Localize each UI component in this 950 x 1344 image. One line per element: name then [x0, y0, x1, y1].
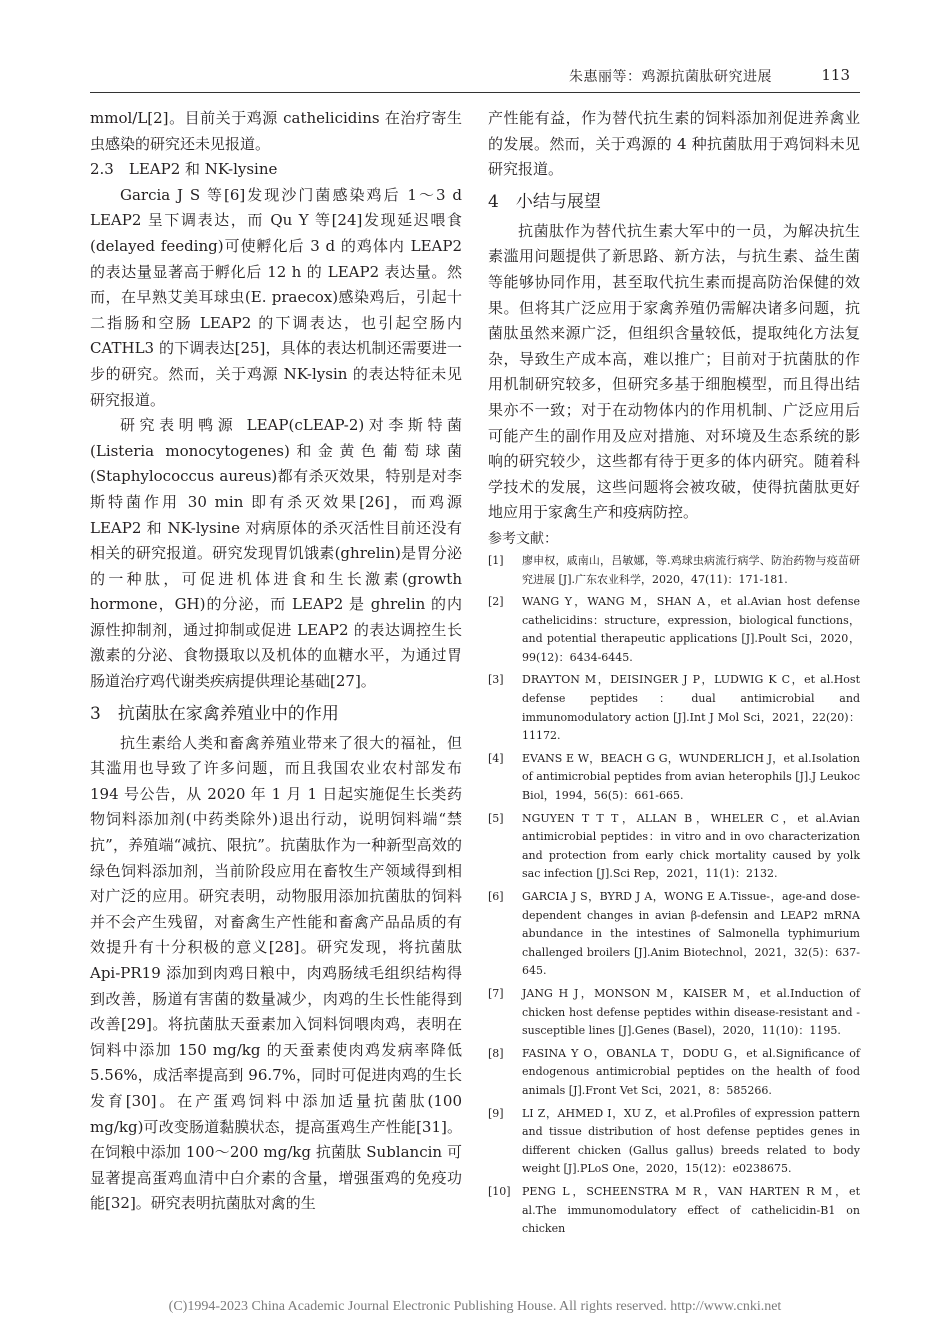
- reference-number: [6]: [488, 890, 504, 903]
- references-title: 参考文献：: [488, 530, 558, 547]
- reference-item: [488, 1105, 860, 1179]
- reference-number: [8]: [488, 1046, 504, 1060]
- reference-text: EVANS E W，BEACH G G，WUNDERLICH J，et al.Isolation of antimicrobial peptides from avian heterophils [J].J Leukoc Biol，1994，56(5)：661-665.: [522, 751, 860, 803]
- reference-number: [10]: [488, 1184, 511, 1198]
- paragraph-summary: 抗菌肽作为替代抗生素大军中的一员，为解决抗生素滥用问题提供了新思路、新方法，与抗生素、益生菌等能够协同作用，甚至取代抗生素而提高防治保健的效果。但将其广泛应用于家禽养殖仍需解决诸多问题，抗菌肽虽然来源广泛，但组织含量较低，提取纯化方法复杂，导致生产成本高，难以推广；目前对于抗菌肽的作用机制研究较多，但研究多基于细胞模型，而且得出结果亦不一致；对于在动物体内的作用机制、广泛应用后可能产生的副作用及应对措施、对环境及生态系统的影响的研究较少，这些都有待于更多的体内研究。随着科学技术的发展，这些问题将会被攻破，使得抗菌肽更好地应用于家禽生产和疫病防控。: [488, 221, 860, 522]
- reference-text: GARCIA J S，BYRD J A，WONG E A.Tissue-，age-and dose-dependent changes in avian β-defensin and LEAP2 mRNA abundance in the intestines of Salmonella typhimurium challenged broilers [J].Anim Biotechnol，2021，32(5)：637-645.: [522, 890, 860, 978]
- section-heading-4: 4 小结与展望: [488, 191, 601, 212]
- reference-item: [488, 1045, 860, 1101]
- subsection-heading-2-3: 2.3 LEAP2 和 NK-lysine: [90, 160, 278, 179]
- reference-item: [488, 552, 860, 589]
- paragraph-leap2-expression: Garcia J S 等[6]发现沙门菌感染鸡后 1～3 d LEAP2 呈下调表达，而 Qu Y 等[24]发现延迟喂食(delayed feeding)可使孵化后 3 d 的鸡体内 LEAP2 的表达量显著高于孵化后 12 h 的 LEAP2 表达量。然而，在早熟艾美耳球虫(E. praecox)感染鸡后，引起十二指肠和空肠 LEAP2 的下调表达，也引起空肠内 CATHL3 的下调表达[25]，具体的表达机制还需要进一步的研究。然而，关于鸡源 NK-lysin 的表达特征未见研究报道。: [90, 185, 462, 409]
- paragraph-cathelicidins-end: mmol/L[2]。目前关于鸡源 cathelicidins 在治疗寄生虫感染的研究还未见报道。: [90, 109, 462, 153]
- reference-text: NGUYEN T T T，ALLAN B，WHELER C，et al.Avian antimicrobial peptides：in vitro and in ovo characterization and protection from early chick mortality caused by yolk sac infection [J].Sci Rep，2021，11(1)：2132.: [522, 811, 860, 881]
- reference-number: [4]: [488, 751, 504, 765]
- reference-text: JANG H J，MONSON M，KAISER M，et al.Induction of chicken host defense peptides within disease-resistant and -susceptible lines [J].Genes (Basel)，2020，11(10)：1195.: [522, 986, 860, 1038]
- copyright-footer: (C)1994-2023 China Academic Journal Electronic Publishing House. All rights reserved. http://www.cnki.net: [168, 1299, 782, 1314]
- reference-item: [488, 810, 860, 884]
- page-number: 113: [821, 66, 850, 84]
- paragraph-poultry-continued: 产性能有益，作为替代抗生素的饲料添加剂促进养禽业的发展。然而，关于鸡源的 4 种抗菌肽用于鸡饲料未见研究报道。: [488, 109, 860, 179]
- reference-item: [488, 888, 860, 981]
- running-header: [90, 66, 850, 90]
- reference-text: FASINA Y O，OBANLA T，DODU G，et al.Significance of endogenous antimicrobial peptides on the health of food animals [J].Front Vet Sci，2021，8：585266.: [522, 1046, 860, 1097]
- header-rule: [90, 92, 860, 93]
- reference-text: 廖申权，戚南山，吕敏娜，等.鸡球虫病流行病学、防治药物与疫苗研究进展 [J].广东农业科学，2020，47(11)：171-181.: [522, 553, 860, 586]
- reference-number: [2]: [488, 595, 504, 609]
- reference-item: [488, 750, 860, 806]
- paragraph-poultry-application: 抗生素给人类和畜禽养殖业带来了很大的福祉，但其滥用也导致了许多问题，而且我国农业农村部发布 194 号公告，从 2020 年 1 月 1 日起实施促生长类药物饲料添加剂(中药类除外)退出行动，说明饲料端“禁抗”，养殖端“减抗、限抗”。抗菌肽作为一种新型高效的绿色饲料添加剂，当前阶段应用在畜牧生产领域得到相对广泛的应用。研究表明，动物服用添加抗菌肽的饲料并不会产生残留，对畜禽生产性能和畜禽产品品质的有效提升有十分积极的意义[28]。研究发现，将抗菌肽 Api-PR19 添加到肉鸡日粮中，肉鸡肠绒毛组织结构得到改善，肠道有害菌的数量减少，肉鸡的生长性能得到改善[29]。将抗菌肽天蚕素加入饲料饲喂肉鸡，表明在饲料中添加 150 mg/kg 的天蚕素使肉鸡发病率降低 5.56%，成活率提高到 96.7%，同时可促进肉鸡的生长发育[30]。在产蛋鸡饲料中添加适量抗菌肽(100 mg/kg)可改变肠道黏膜状态，提高蛋鸡生产性能[31]。在饲粮中添加 100～200 mg/kg 抗菌肽 Sublancin 可显著提高蛋鸡血清中白介素的含量，增强蛋鸡的免疫功能[32]。研究表明抗菌肽对禽的生: [90, 733, 462, 1213]
- reference-list: [488, 552, 860, 1239]
- reference-text: LI Z，AHMED I，XU Z，et al.Profiles of expression pattern and tissue distribution of host defense peptides genes in different chicken (Gallus gallus) breeds related to body weight [J].PLoS One，2020，15(12)：e0238675.: [522, 1106, 860, 1176]
- reference-number: [7]: [488, 986, 504, 1000]
- reference-item: [488, 593, 860, 667]
- reference-number: [1]: [488, 553, 504, 567]
- running-title: 朱惠丽等：鸡源抗菌肽研究进展: [569, 69, 772, 85]
- right-column: [488, 106, 860, 1243]
- reference-number: [5]: [488, 811, 504, 825]
- reference-item: [488, 1183, 860, 1239]
- section-heading-3: 3 抗菌肽在家禽养殖业中的作用: [90, 703, 339, 724]
- reference-number: [3]: [488, 673, 504, 687]
- reference-text: PENG L，SCHEENSTRA M R，VAN HARTEN R M，et al.The immunomodulatory effect of cathelicidin-B1 on chicken: [522, 1184, 860, 1236]
- reference-text: WANG Y，WANG M，SHAN A，et al.Avian host defense cathelicidins：structure，expression，biological functions，and potential therapeutic applications [J].Poult Sci，2020，99(12)：6434-6445.: [522, 595, 860, 664]
- reference-text: DRAYTON M，DEISINGER J P，LUDWIG K C，et al.Host defense peptides：dual antimicrobial and immunomodulatory action [J].Int J Mol Sci，2021，22(20)：11172.: [522, 673, 860, 743]
- left-column: [90, 106, 462, 1217]
- paragraph-leap2-activity: 研究表明鸭源 LEAP(cLEAP-2)对李斯特菌(Listeria monocytogenes)和金黄色葡萄球菌(Staphylococcus aureus)都有杀灭效果，特别是对李斯特菌作用 30 min 即有杀灭效果[26]，而鸡源 LEAP2 和 NK-lysine 对病原体的杀灭活性目前还没有相关的研究报道。研究发现胃饥饿素(ghrelin)是胃分泌的一种肽，可促进机体进食和生长激素(growth hormone，GH)的分泌，而 LEAP2 是 ghrelin 的内源性抑制剂，通过抑制或促进 LEAP2 的表达调控生长激素的分泌、食物摄取以及机体的血糖水平，为通过胃肠道治疗鸡代谢类疾病提供理论基础[27]。: [90, 416, 462, 691]
- reference-item: [488, 985, 860, 1041]
- reference-number: [9]: [488, 1106, 504, 1120]
- reference-item: [488, 671, 860, 745]
